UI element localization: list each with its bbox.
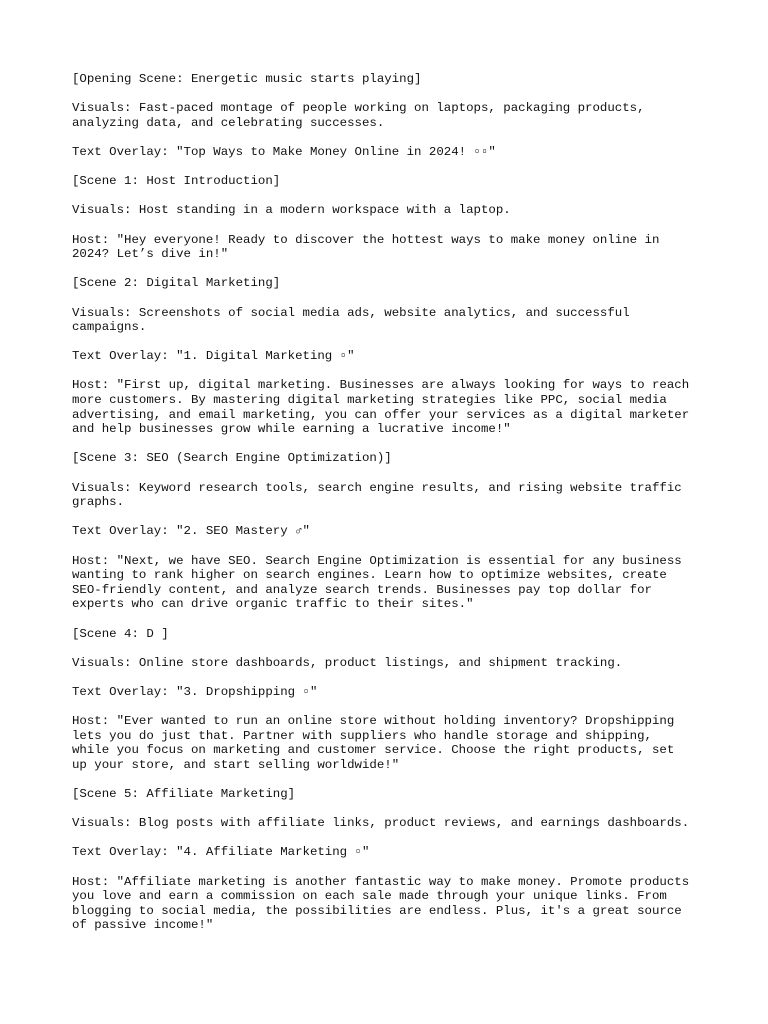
scene-3-text-overlay: Text Overlay: "2. SEO Mastery ♂"	[72, 524, 310, 539]
opening-text-overlay: Text Overlay: "Top Ways to Make Money Online in 2024! ▫▫"	[72, 144, 496, 159]
scene-4-heading: [Scene 4: D ]	[72, 626, 169, 641]
opening-scene-heading: [Opening Scene: Energetic music starts playing]	[72, 72, 422, 86]
scene-4-visuals: Visuals: Online store dashboards, product listings, and shipment tracking.	[72, 655, 623, 670]
scene-5-host-line: Host: "Affiliate marketing is another fantastic way to make money. Promote products you love and earn a commission on each sale made through your unique links. From blogging to social media, the possibilities are endless. Plus, it's a great source of passive income!"	[72, 874, 690, 933]
scene-1-heading: [Scene 1: Host Introduction]	[72, 174, 281, 189]
scene-2-text-overlay: Text Overlay: "1. Digital Marketing ▫"	[72, 349, 355, 364]
scene-4-host-line: Host: "Ever wanted to run an online store without holding inventory? Dropshipping lets you do just that. Partner with suppliers who handle storage and shipping, while you focus on marketing and customer service. Choose the right products, set up your store, and start selling worldwide!"	[72, 714, 675, 772]
scene-3-heading: [Scene 3: SEO (Search Engine Optimization)]	[72, 451, 392, 466]
scene-5-text-overlay: Text Overlay: "4. Affiliate Marketing ▫"	[72, 845, 370, 860]
scene-3-visuals: Visuals: Keyword research tools, search engine results, and rising website traffic graphs.	[72, 480, 682, 510]
script-text	[72, 72, 712, 948]
scene-5-visuals: Visuals: Blog posts with affiliate links, product reviews, and earnings dashboards.	[72, 816, 690, 831]
scene-2-visuals: Visuals: Screenshots of social media ads, website analytics, and successful campaigns.	[72, 305, 630, 335]
scene-2-heading: [Scene 2: Digital Marketing]	[72, 276, 281, 291]
scene-3-host-line: Host: "Next, we have SEO. Search Engine Optimization is essential for any business wanting to rank higher on search engines. Learn how to optimize websites, create SEO-friendly content, and analyze search trends. Businesses pay top dollar for experts who can drive organic traffic to their sites."	[72, 553, 682, 612]
scene-4-text-overlay: Text Overlay: "3. Dropshipping ▫"	[72, 684, 318, 699]
opening-visuals: Visuals: Fast-paced montage of people working on laptops, packaging products, analyzing data, and celebrating successes.	[72, 101, 645, 130]
scene-5-heading: [Scene 5: Affiliate Marketing]	[72, 787, 296, 802]
scene-1-host-line: Host: "Hey everyone! Ready to discover the hottest ways to make money online in 2024? Let’s dive in!"	[72, 232, 660, 262]
scene-1-visuals: Visuals: Host standing in a modern workspace with a laptop.	[72, 203, 511, 218]
scene-2-host-line: Host: "First up, digital marketing. Businesses are always looking for ways to reach more customers. By mastering digital marketing strategies like PPC, social media advertising, and email marketing, you can offer your services as a digital marketer and help businesses grow while earning a lucrative income!"	[72, 378, 690, 437]
